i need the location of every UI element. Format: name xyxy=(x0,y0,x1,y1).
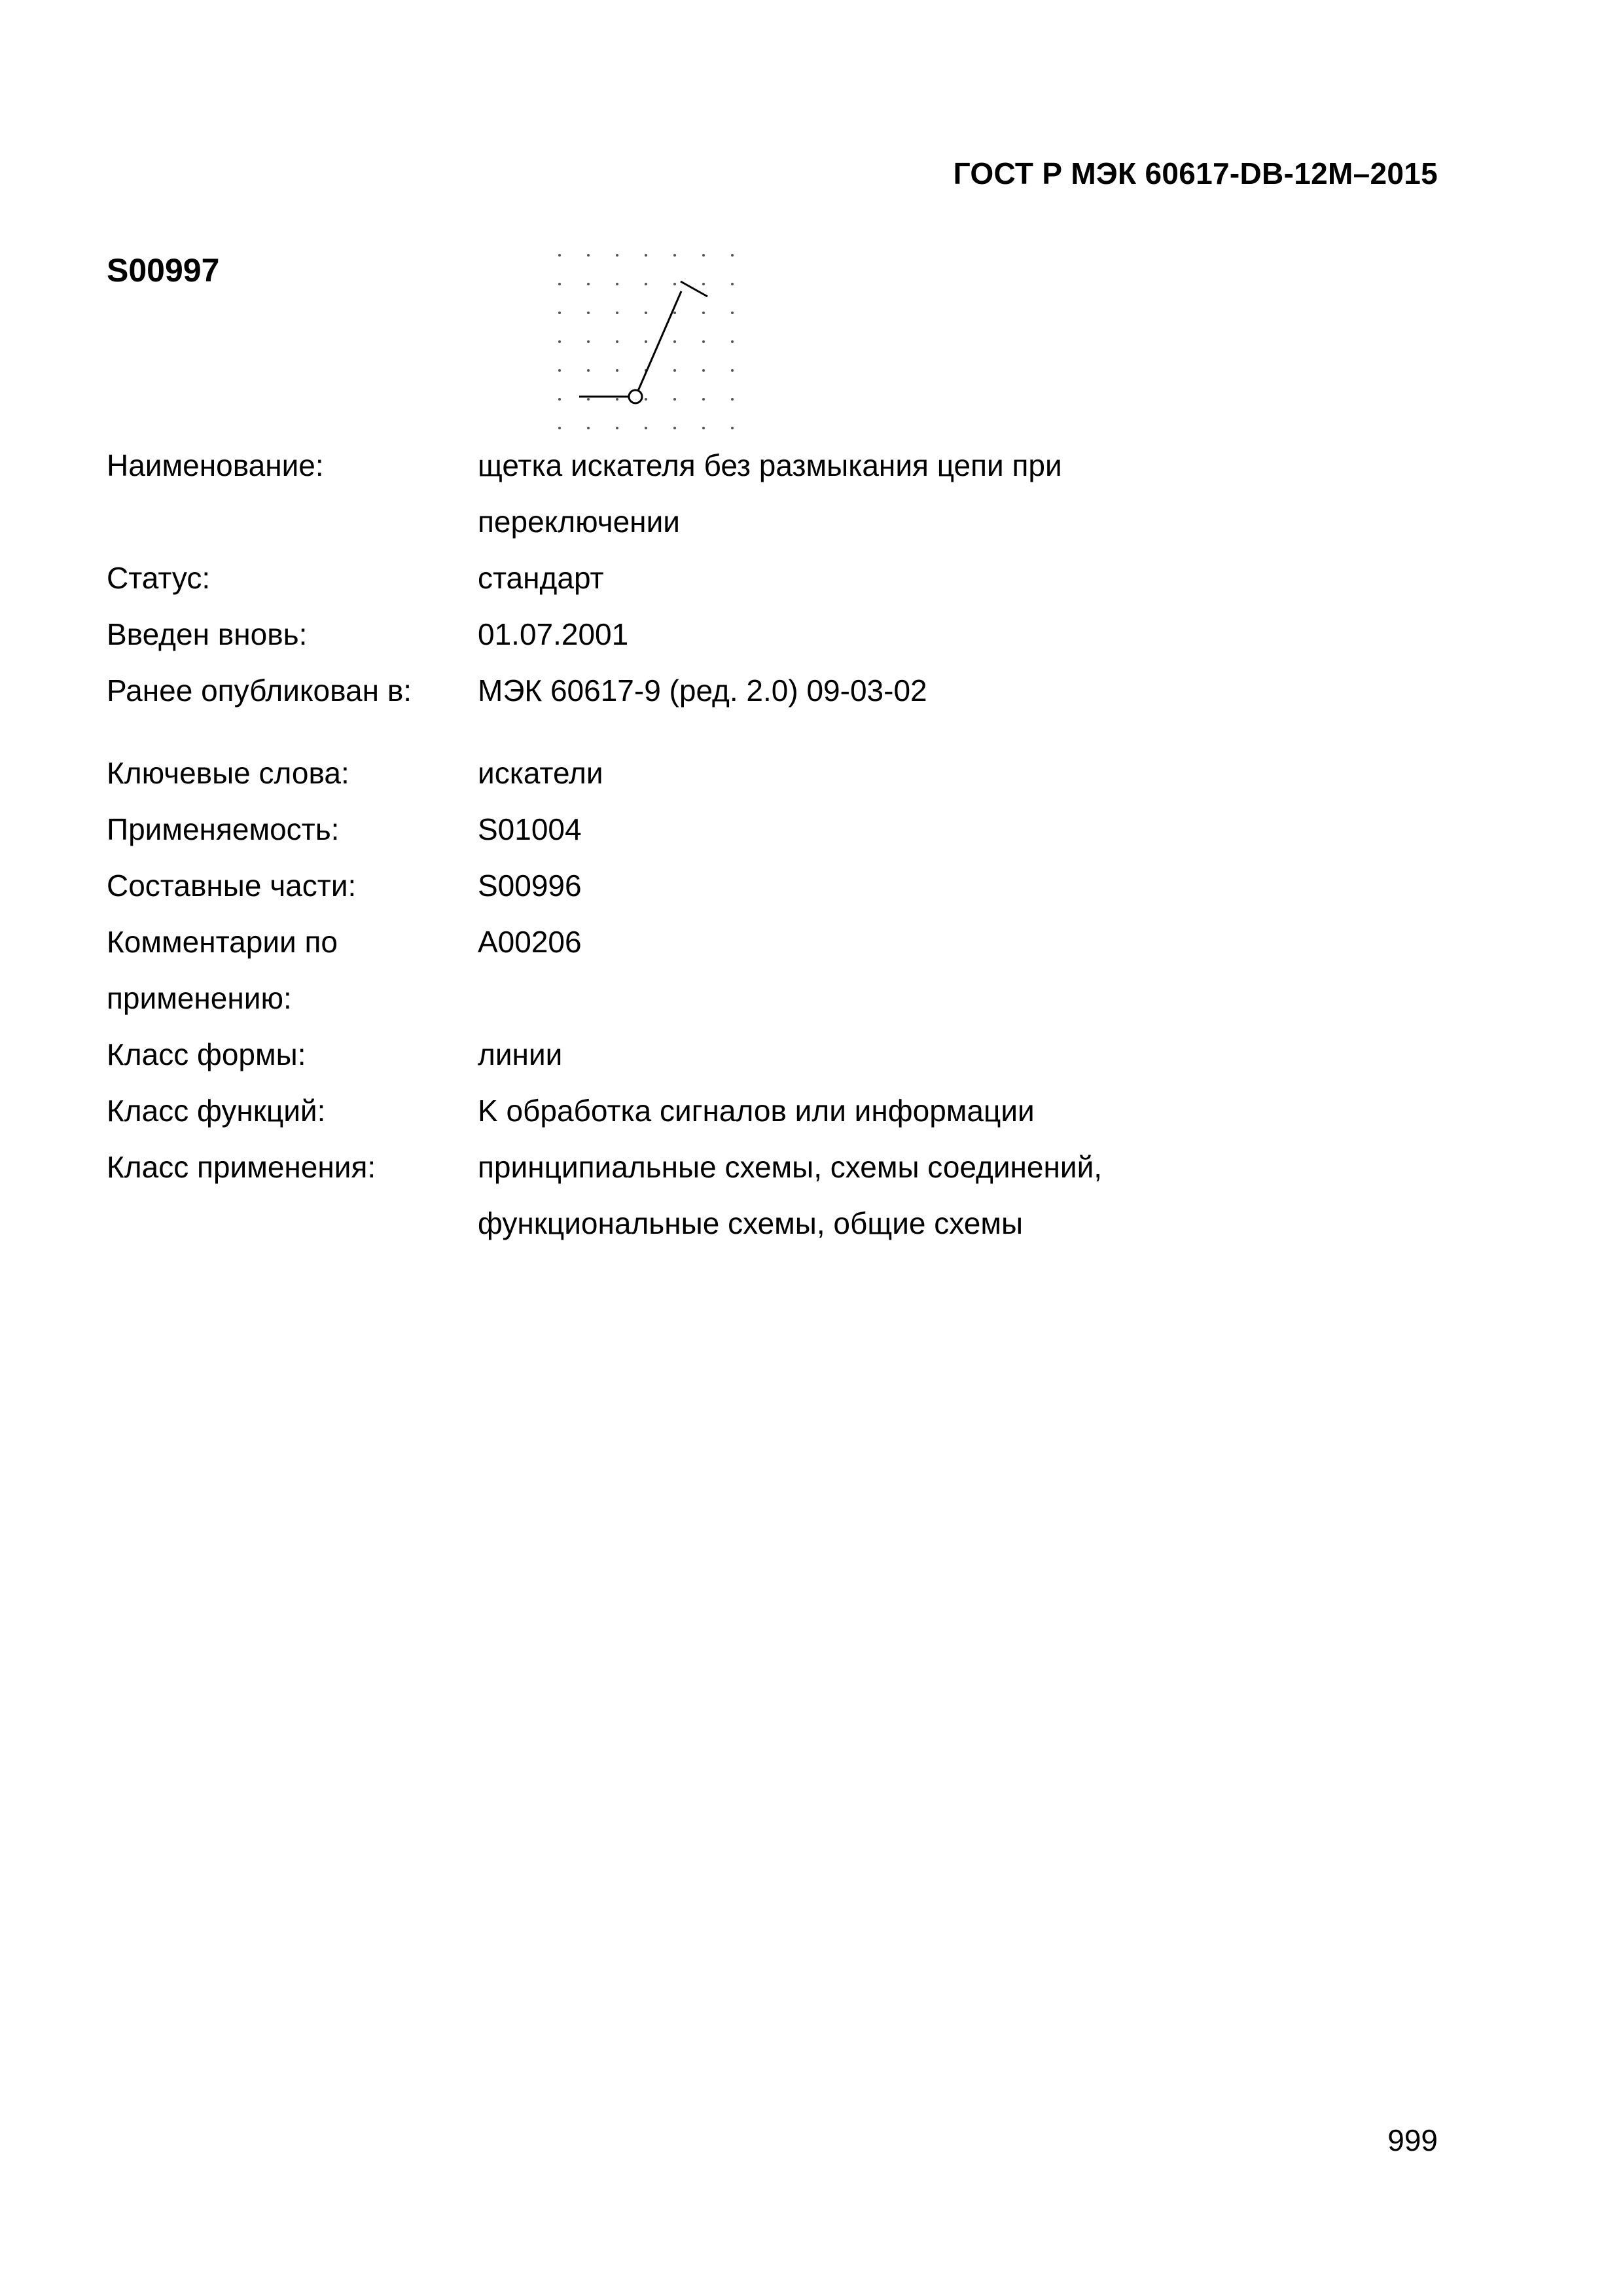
pivot-circle xyxy=(629,390,642,403)
field-label: Класс формы: xyxy=(107,1037,306,1071)
grid-dot xyxy=(731,254,734,257)
grid-dot xyxy=(558,427,561,429)
grid-dot xyxy=(645,427,647,429)
grid-dot xyxy=(558,340,561,343)
grid-dot xyxy=(587,254,590,257)
grid-dot xyxy=(673,340,676,343)
field-label: Комментарии по применению: xyxy=(107,925,338,1015)
field-row-function-class xyxy=(107,1083,1219,1139)
grid-dot xyxy=(673,254,676,257)
field-row-keywords xyxy=(107,745,1219,801)
grid-dot xyxy=(673,398,676,401)
field-row-application-notes xyxy=(107,914,1219,1026)
grid-dot xyxy=(645,340,647,343)
field-label: Введен вновь: xyxy=(107,617,308,651)
grid-dot xyxy=(731,398,734,401)
field-value: K обработка сигналов или информации xyxy=(478,1094,1035,1128)
grid-dot xyxy=(731,283,734,285)
grid-dot xyxy=(587,369,590,372)
field-label: Ранее опубликован в: xyxy=(107,673,412,708)
page-number: 999 xyxy=(1387,2123,1438,2157)
grid-dot xyxy=(731,369,734,372)
symbol-grid xyxy=(558,254,734,429)
field-value: A00206 xyxy=(478,925,582,959)
grid-dot xyxy=(731,312,734,314)
grid-dot xyxy=(587,398,590,401)
grid-dot xyxy=(616,340,618,343)
symbol-attributes-table xyxy=(107,437,1219,1251)
grid-dot xyxy=(731,340,734,343)
grid-dot xyxy=(702,283,705,285)
grid-dot xyxy=(702,427,705,429)
grid-dot xyxy=(673,427,676,429)
grid-dot xyxy=(702,398,705,401)
field-value: стандарт xyxy=(478,561,604,595)
symbol-id: S00997 xyxy=(107,252,220,289)
grid-dot xyxy=(616,369,618,372)
grid-dot xyxy=(645,254,647,257)
grid-dot xyxy=(673,283,676,285)
grid-dot xyxy=(702,254,705,257)
field-value: МЭК 60617-9 (ред. 2.0) 09-03-02 xyxy=(478,673,927,708)
field-row-applicability xyxy=(107,801,1219,857)
grid-dot xyxy=(702,369,705,372)
grid-dot xyxy=(645,283,647,285)
finder-brush-make-before-break-icon xyxy=(543,245,740,435)
grid-dot xyxy=(702,340,705,343)
grid-dot xyxy=(558,369,561,372)
field-row-introduced xyxy=(107,606,1219,662)
grid-dot xyxy=(616,398,618,401)
grid-dot xyxy=(558,398,561,401)
grid-dot xyxy=(616,283,618,285)
field-row-name xyxy=(107,437,1219,550)
field-row-application-class xyxy=(107,1139,1219,1251)
field-row-components xyxy=(107,857,1219,914)
field-value: искатели xyxy=(478,756,603,790)
grid-dot xyxy=(558,254,561,257)
grid-dot xyxy=(616,312,618,314)
field-value: 01.07.2001 xyxy=(478,617,629,651)
grid-dot xyxy=(587,427,590,429)
field-label: Наименование: xyxy=(107,448,324,482)
field-label: Класс применения: xyxy=(107,1150,376,1184)
field-label: Составные части: xyxy=(107,869,357,903)
field-row-previously-published xyxy=(107,662,1219,719)
field-label: Ключевые слова: xyxy=(107,756,349,790)
grid-dot xyxy=(558,283,561,285)
standard-designation: ГОСТ Р МЭК 60617-DB-12М–2015 xyxy=(953,156,1438,190)
field-value: линии xyxy=(478,1037,563,1071)
field-row-status xyxy=(107,550,1219,606)
field-value: принципиальные схемы, схемы соединений, функциональные схемы, общие схемы xyxy=(478,1150,1103,1240)
field-value: щетка искателя без размыкания цепи при переключении xyxy=(478,448,1062,539)
grid-dot xyxy=(587,312,590,314)
grid-dot xyxy=(558,312,561,314)
grid-dot xyxy=(673,369,676,372)
grid-dot xyxy=(587,283,590,285)
field-row-shape-class xyxy=(107,1026,1219,1083)
field-label: Статус: xyxy=(107,561,211,595)
grid-dot xyxy=(702,312,705,314)
grid-dot xyxy=(587,340,590,343)
grid-dot xyxy=(616,254,618,257)
field-label: Применяемость: xyxy=(107,812,340,846)
field-value: S01004 xyxy=(478,812,582,846)
grid-dot xyxy=(616,427,618,429)
grid-dot xyxy=(645,312,647,314)
grid-dot xyxy=(731,427,734,429)
grid-dot xyxy=(673,312,676,314)
grid-dot xyxy=(645,398,647,401)
field-value: S00996 xyxy=(478,869,582,903)
field-label: Класс функций: xyxy=(107,1094,326,1128)
